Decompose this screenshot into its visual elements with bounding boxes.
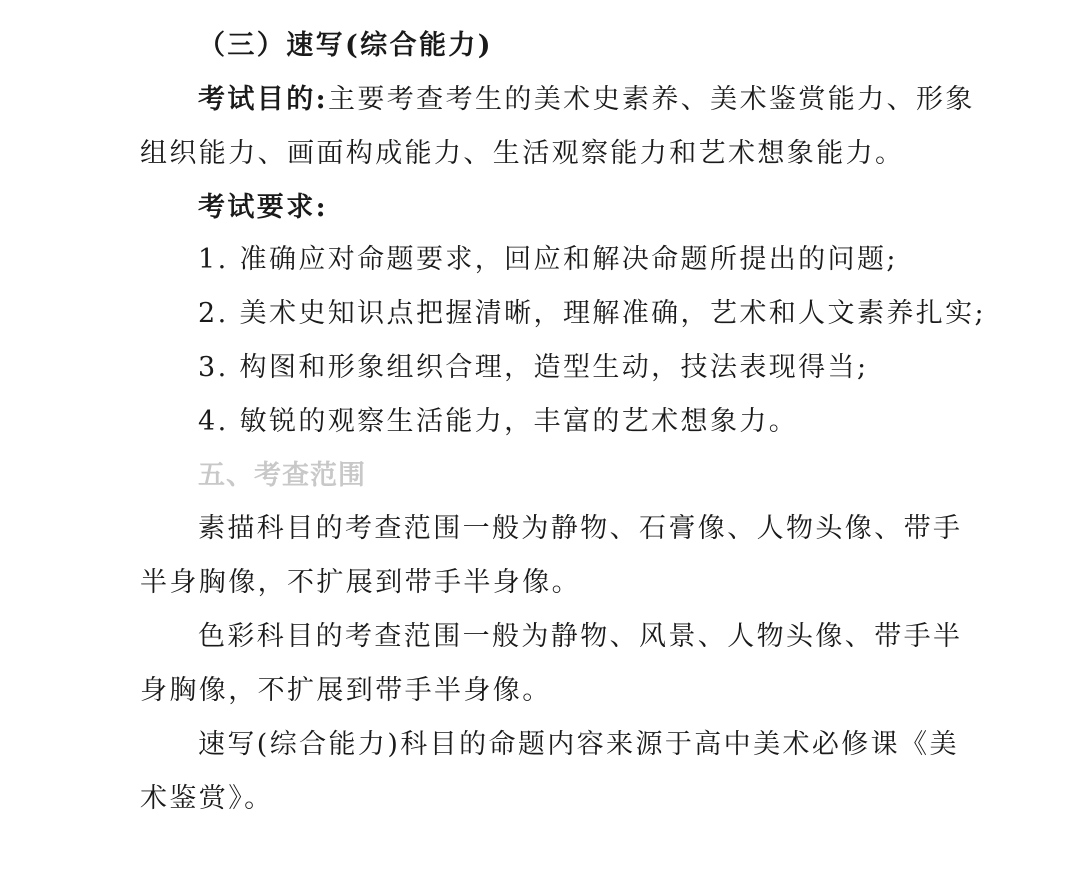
sketch-scope-paragraph: 素描科目的考查范围一般为静物、石膏像、人物头像、带手 [198,513,963,544]
color-scope-continued: 身胸像，不扩展到带手半身像。 [140,675,552,706]
exam-purpose-paragraph [198,82,1028,118]
speed-sketch-scope-continued: 术鉴赏》。 [140,783,274,814]
exam-requirements-label: 考试要求: [198,192,328,223]
exam-purpose-text: 主要考查考生的美术史素养、美术鉴赏能力、形象 [327,84,975,115]
requirement-item-1: 1. 准确应对命题要求，回应和解决命题所提出的问题; [198,244,898,275]
speed-sketch-scope-paragraph: 速写(综合能力)科目的命题内容来源于高中美术必修课《美 [198,729,959,760]
requirement-item-2: 2. 美术史知识点把握清晰，理解准确，艺术和人文素养扎实; [198,298,987,329]
exam-purpose-label: 考试目的: [198,84,328,115]
exam-purpose-text-continued: 组织能力、画面构成能力、生活观察能力和艺术想象能力。 [140,138,905,169]
color-scope-paragraph: 色彩科目的考查范围一般为静物、风景、人物头像、带手半 [198,621,963,652]
sketch-scope-continued: 半身胸像，不扩展到带手半身像。 [140,567,581,598]
section-heading-scope: 五、考查范围 [198,460,366,491]
subsection-title: （三）速写(综合能力) [198,30,493,61]
requirement-item-3: 3. 构图和形象组织合理，造型生动，技法表现得当; [198,352,869,383]
requirement-item-4: 4. 敏锐的观察生活能力，丰富的艺术想象力。 [198,406,799,437]
